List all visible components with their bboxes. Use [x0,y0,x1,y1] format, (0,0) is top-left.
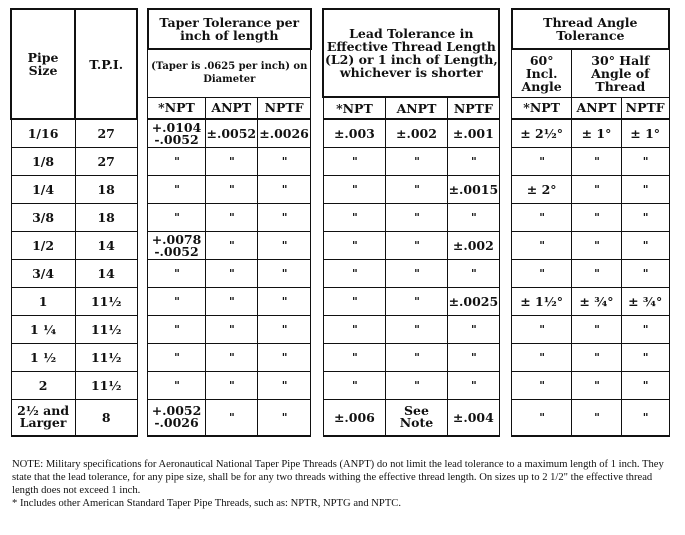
cell-angle-nptf: " [621,176,669,204]
cell-taper-nptf: " [257,372,311,400]
cell-lead-npt: " [323,260,385,288]
cell-lead-npt: " [323,148,385,176]
column-gap [499,372,511,400]
table-body [11,119,669,436]
table-row [11,288,669,316]
cell-angle-npt: ± 2° [512,176,572,204]
column-gap [311,260,323,288]
header-lead-anpt: ANPT [385,97,447,119]
column-gap [499,344,511,372]
pipe-thread-tolerance-table [10,8,670,437]
cell-size: 1 ¼ [11,316,75,344]
cell-angle-npt: ± 1½° [512,288,572,316]
cell-angle-npt: " [512,204,572,232]
footnotes [12,458,674,510]
column-gap [137,372,147,400]
column-gap [137,232,147,260]
cell-lead-nptf: ±.002 [448,232,500,260]
cell-size: 1/16 [11,119,75,148]
cell-taper-anpt: " [205,260,257,288]
cell-angle-nptf: " [621,148,669,176]
cell-size: 1/4 [11,176,75,204]
tolerance-table-container [10,8,670,437]
cell-angle-npt: " [512,372,572,400]
column-gap [311,316,323,344]
cell-angle-npt: " [512,148,572,176]
cell-tpi: 11½ [75,288,137,316]
cell-taper-anpt: " [205,400,257,436]
cell-tpi: 8 [75,400,137,436]
cell-lead-nptf: " [448,316,500,344]
cell-angle-anpt: " [572,344,622,372]
column-gap [311,288,323,316]
cell-angle-anpt: ± ¾° [572,288,622,316]
column-gap [499,288,511,316]
cell-tpi: 11½ [75,344,137,372]
cell-angle-npt: " [512,260,572,288]
column-gap [137,260,147,288]
cell-taper-npt: " [148,372,206,400]
column-gap [311,400,323,436]
header-angle-group: Thread Angle Tolerance [512,9,669,49]
column-gap [311,9,323,119]
cell-angle-nptf: " [621,372,669,400]
header-lead-group: Lead Tolerance in Effective Thread Length (L2) or 1 inch of Length, whichever is shorter [323,9,499,97]
header-angle-nptf: NPTF [621,97,669,119]
cell-lead-anpt: See Note [385,400,447,436]
note-military-spec: NOTE: Military specifications for Aeronautical National Taper Pipe Threads (ANPT) do not limit the lead tolerance to a maximum length of 1 inch. They state that the lead tolerance, for any pipe size, shall be for any two threads withing the effective thread length. On sizes up to 2 1/2" the effective thread length does not exceed 1 inch. [12,459,664,496]
cell-angle-npt: " [512,316,572,344]
cell-lead-npt: " [323,316,385,344]
cell-lead-nptf: ±.001 [448,119,500,148]
column-gap [499,204,511,232]
cell-taper-npt: " [148,176,206,204]
column-gap [499,316,511,344]
column-gap [137,288,147,316]
cell-angle-nptf: " [621,400,669,436]
cell-angle-anpt: " [572,204,622,232]
cell-angle-nptf: " [621,204,669,232]
cell-taper-npt: +.0078 -.0052 [148,232,206,260]
cell-angle-npt: " [512,400,572,436]
header-taper-nptf: NPTF [257,97,311,119]
column-gap [311,119,323,148]
column-gap [311,372,323,400]
column-gap [499,400,511,436]
cell-tpi: 14 [75,260,137,288]
cell-angle-anpt: " [572,232,622,260]
cell-lead-anpt: " [385,148,447,176]
note-includes: * Includes other American Standard Taper Pipe Threads, such as: NPTR, NPTG and NPTC. [12,498,401,509]
cell-tpi: 14 [75,232,137,260]
cell-angle-anpt: " [572,260,622,288]
column-gap [499,119,511,148]
cell-taper-nptf: " [257,204,311,232]
cell-tpi: 11½ [75,372,137,400]
cell-lead-npt: " [323,176,385,204]
cell-taper-anpt: " [205,232,257,260]
cell-taper-nptf: " [257,288,311,316]
table-row [11,372,669,400]
column-gap [137,316,147,344]
header-pipe-size: Pipe Size [11,9,75,119]
cell-taper-npt: +.0104 -.0052 [148,119,206,148]
cell-taper-anpt: " [205,288,257,316]
column-gap [137,344,147,372]
cell-angle-anpt: " [572,400,622,436]
cell-lead-npt: ±.003 [323,119,385,148]
cell-angle-nptf: ± ¾° [621,288,669,316]
cell-taper-anpt: " [205,344,257,372]
column-gap [311,148,323,176]
cell-angle-nptf: " [621,232,669,260]
cell-lead-nptf: " [448,344,500,372]
cell-taper-npt: " [148,288,206,316]
cell-lead-anpt: " [385,176,447,204]
cell-taper-anpt: ±.0052 [205,119,257,148]
table-row [11,344,669,372]
header-angle-half: 30° Half Angle of Thread [572,49,669,97]
cell-taper-anpt: " [205,316,257,344]
column-gap [137,148,147,176]
cell-lead-npt: " [323,344,385,372]
column-gap [499,232,511,260]
column-gap [499,260,511,288]
table-row [11,204,669,232]
cell-size: 2 [11,372,75,400]
column-gap [499,148,511,176]
cell-tpi: 27 [75,148,137,176]
cell-taper-npt: " [148,316,206,344]
cell-tpi: 27 [75,119,137,148]
header-lead-nptf: NPTF [448,97,500,119]
cell-taper-nptf: ±.0026 [257,119,311,148]
cell-taper-nptf: " [257,232,311,260]
column-gap [137,400,147,436]
cell-taper-anpt: " [205,176,257,204]
table-row [11,176,669,204]
header-tpi: T.P.I. [75,9,137,119]
cell-size: 1/8 [11,148,75,176]
cell-angle-anpt: " [572,148,622,176]
header-lead-npt: *NPT [323,97,385,119]
cell-lead-anpt: " [385,204,447,232]
cell-lead-anpt: " [385,260,447,288]
table-row [11,400,669,436]
cell-angle-nptf: " [621,260,669,288]
cell-taper-anpt: " [205,372,257,400]
table-row [11,316,669,344]
cell-angle-npt: " [512,232,572,260]
column-gap [311,232,323,260]
cell-taper-anpt: " [205,148,257,176]
header-taper-anpt: ANPT [205,97,257,119]
cell-taper-nptf: " [257,260,311,288]
cell-taper-nptf: " [257,400,311,436]
table-row [11,119,669,148]
cell-angle-nptf: ± 1° [621,119,669,148]
cell-taper-npt: " [148,204,206,232]
cell-lead-nptf: " [448,204,500,232]
cell-angle-nptf: " [621,344,669,372]
cell-lead-npt: " [323,288,385,316]
cell-angle-anpt: " [572,372,622,400]
table-row [11,260,669,288]
cell-lead-anpt: " [385,288,447,316]
cell-taper-npt: " [148,260,206,288]
cell-lead-anpt: " [385,344,447,372]
column-gap [311,176,323,204]
cell-lead-anpt: " [385,316,447,344]
cell-tpi: 11½ [75,316,137,344]
cell-angle-npt: " [512,344,572,372]
header-angle-incl: 60° Incl. Angle [512,49,572,97]
column-gap [311,344,323,372]
cell-size: 2½ and Larger [11,400,75,436]
table-row [11,148,669,176]
column-gap [137,119,147,148]
cell-angle-nptf: " [621,316,669,344]
cell-angle-anpt: " [572,176,622,204]
column-gap [311,204,323,232]
cell-lead-nptf: " [448,260,500,288]
cell-taper-npt: " [148,148,206,176]
cell-size: 1/2 [11,232,75,260]
cell-tpi: 18 [75,176,137,204]
cell-size: 1 ½ [11,344,75,372]
cell-taper-npt: " [148,344,206,372]
cell-angle-anpt: ± 1° [572,119,622,148]
cell-lead-anpt: ±.002 [385,119,447,148]
column-gap [499,176,511,204]
cell-size: 1 [11,288,75,316]
cell-lead-npt: " [323,372,385,400]
cell-taper-nptf: " [257,344,311,372]
header-taper-sub: (Taper is .0625 per inch) on Diameter [148,49,311,97]
cell-taper-nptf: " [257,148,311,176]
cell-size: 3/8 [11,204,75,232]
header-angle-npt: *NPT [512,97,572,119]
column-gap [137,176,147,204]
header-taper-npt: *NPT [148,97,206,119]
cell-lead-nptf: " [448,148,500,176]
cell-taper-anpt: " [205,204,257,232]
cell-lead-nptf: ±.0015 [448,176,500,204]
cell-angle-anpt: " [572,316,622,344]
cell-angle-npt: ± 2½° [512,119,572,148]
header-taper-group: Taper Tolerance per inch of length [148,9,311,49]
cell-taper-nptf: " [257,316,311,344]
cell-lead-anpt: " [385,372,447,400]
cell-taper-nptf: " [257,176,311,204]
cell-lead-npt: " [323,204,385,232]
cell-taper-npt: +.0052 -.0026 [148,400,206,436]
column-gap [499,9,511,119]
header-angle-anpt: ANPT [572,97,622,119]
cell-lead-nptf: ±.0025 [448,288,500,316]
cell-lead-nptf: ±.004 [448,400,500,436]
cell-lead-npt: ±.006 [323,400,385,436]
cell-size: 3/4 [11,260,75,288]
table-row [11,232,669,260]
cell-tpi: 18 [75,204,137,232]
cell-lead-nptf: " [448,372,500,400]
cell-lead-npt: " [323,232,385,260]
column-gap [137,204,147,232]
cell-lead-anpt: " [385,232,447,260]
column-gap [137,9,147,119]
